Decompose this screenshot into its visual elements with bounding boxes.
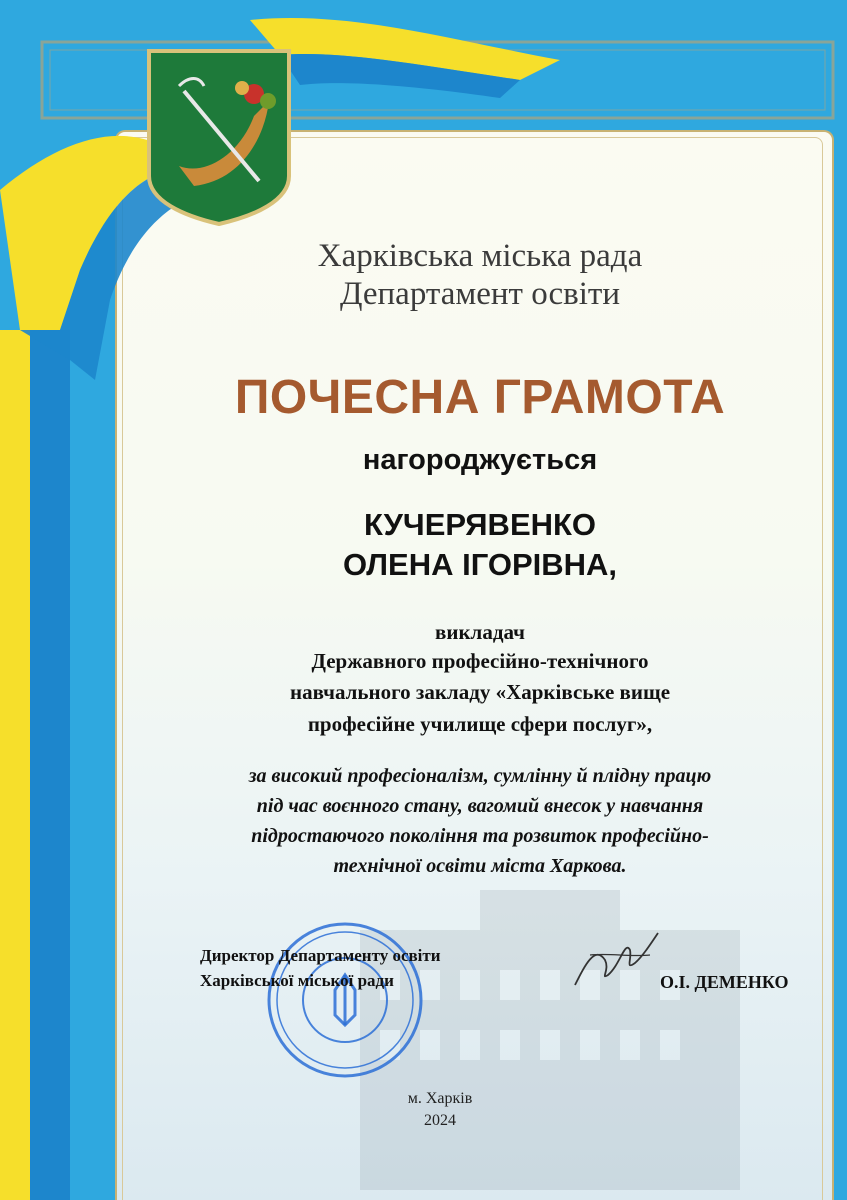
handwritten-signature — [570, 925, 660, 995]
yellow-stripe — [0, 330, 30, 1200]
place-label: м. Харків — [407, 1090, 473, 1107]
recipient-given-names: ОЛЕНА ІГОРІВНА, — [342, 547, 618, 582]
position-line: навчального закладу «Харківське вище — [289, 680, 671, 704]
recipient-surname: КУЧЕРЯВЕНКО — [363, 507, 597, 542]
ribbon-decoration — [0, 0, 847, 420]
signer-title-line: Директор Департаменту освіти — [200, 946, 441, 965]
merit-line: технічної освіти міста Харкова. — [333, 855, 627, 877]
merit-line: за високий професіоналізм, сумлінну й плідну працю — [248, 765, 712, 787]
city-council-title: Харківська міська рада — [317, 238, 643, 274]
position-line: Державного професійно-технічного — [311, 649, 649, 673]
blue-stripe — [30, 330, 70, 1200]
merit-line: підростаючого покоління та розвиток професійно- — [251, 825, 709, 847]
awarded-label: нагороджується — [362, 444, 598, 476]
signer-name: О.І. ДЕМЕНКО — [660, 972, 789, 992]
official-stamp-icon — [265, 920, 425, 1080]
merit-line: під час воєнного стану, вагомий внесок у навчання — [256, 795, 704, 817]
position-line: професійне училище сфери послуг», — [307, 712, 653, 736]
department-title: Департамент освіти — [339, 276, 621, 312]
certificate-title: ПОЧЕСНА ГРАМОТА — [234, 371, 726, 424]
position-line: викладач — [435, 620, 525, 644]
signer-title-line: Харківської міської ради — [200, 971, 394, 990]
year-label: 2024 — [424, 1112, 456, 1129]
kharkiv-coat-of-arms-icon — [144, 46, 294, 226]
